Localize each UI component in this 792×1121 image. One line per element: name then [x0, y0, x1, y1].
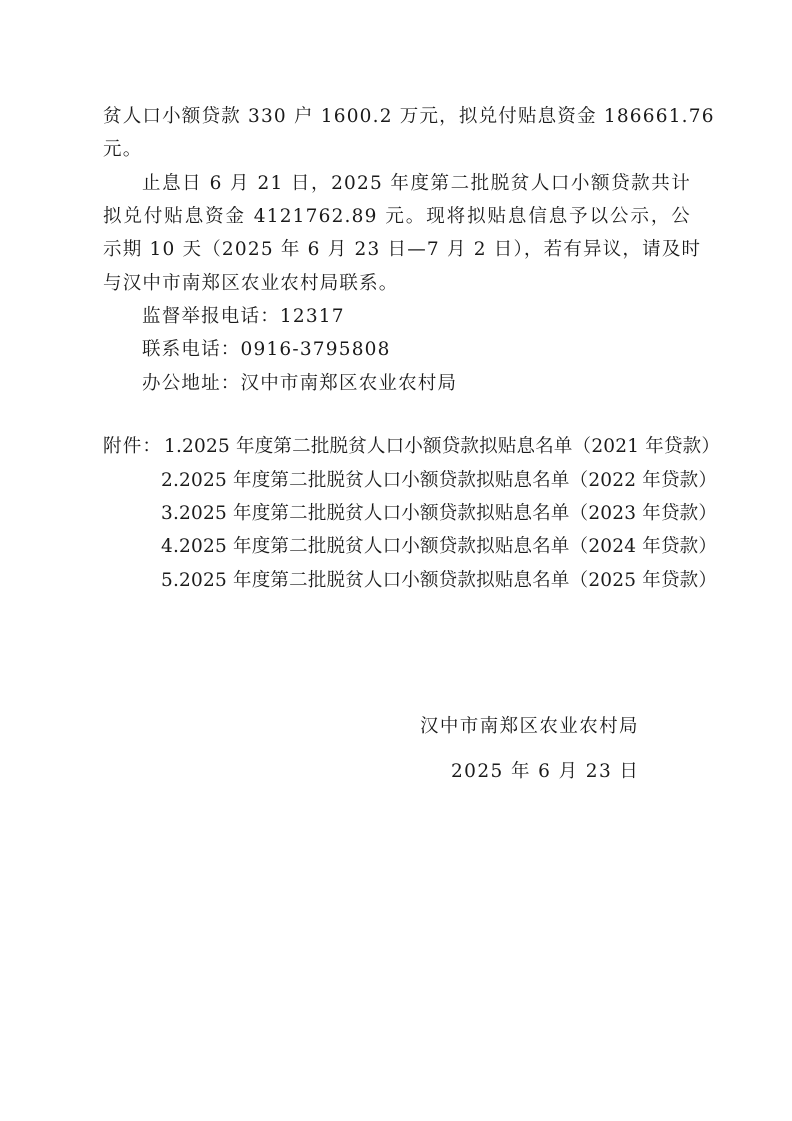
- signature-date: 2025 年 6 月 23 日: [451, 761, 640, 782]
- body-line-4: 拟兑付贴息资金 4121762.89 元。现将拟贴息信息予以公示，公: [103, 206, 691, 227]
- body-line-1: 贫人口小额贷款 330 户 1600.2 万元，拟兑付贴息资金 186661.76: [103, 106, 715, 127]
- body-line-6: 与汉中市南郑区农业农村局联系。: [103, 273, 399, 294]
- attachment-item: 5.2025 年度第二批脱贫人口小额贷款拟贴息名单（2025 年贷款）: [161, 570, 718, 591]
- attachment-item: 1.2025 年度第二批脱贫人口小额贷款拟贴息名单（2021 年贷款）: [164, 436, 721, 457]
- attachment-item: 2.2025 年度第二批脱贫人口小额贷款拟贴息名单（2022 年贷款）: [161, 470, 718, 491]
- contact-phone: 联系电话：0916-3795808: [142, 339, 391, 360]
- attachment-item: 4.2025 年度第二批脱贫人口小额贷款拟贴息名单（2024 年贷款）: [161, 536, 718, 557]
- body-line-2: 元。: [103, 139, 143, 160]
- body-line-3: 止息日 6 月 21 日，2025 年度第二批脱贫人口小额贷款共计: [142, 173, 691, 194]
- office-address: 办公地址：汉中市南郑区农业农村局: [142, 373, 458, 394]
- signature-organization: 汉中市南郑区农业农村局: [420, 716, 639, 737]
- attachment-item: 3.2025 年度第二批脱贫人口小额贷款拟贴息名单（2023 年贷款）: [161, 503, 718, 524]
- body-line-5: 示期 10 天（2025 年 6 月 23 日—7 月 2 日），若有异议，请及时: [103, 239, 702, 260]
- supervision-phone: 监督举报电话：12317: [142, 306, 345, 327]
- attachments-label: 附件：: [103, 436, 163, 457]
